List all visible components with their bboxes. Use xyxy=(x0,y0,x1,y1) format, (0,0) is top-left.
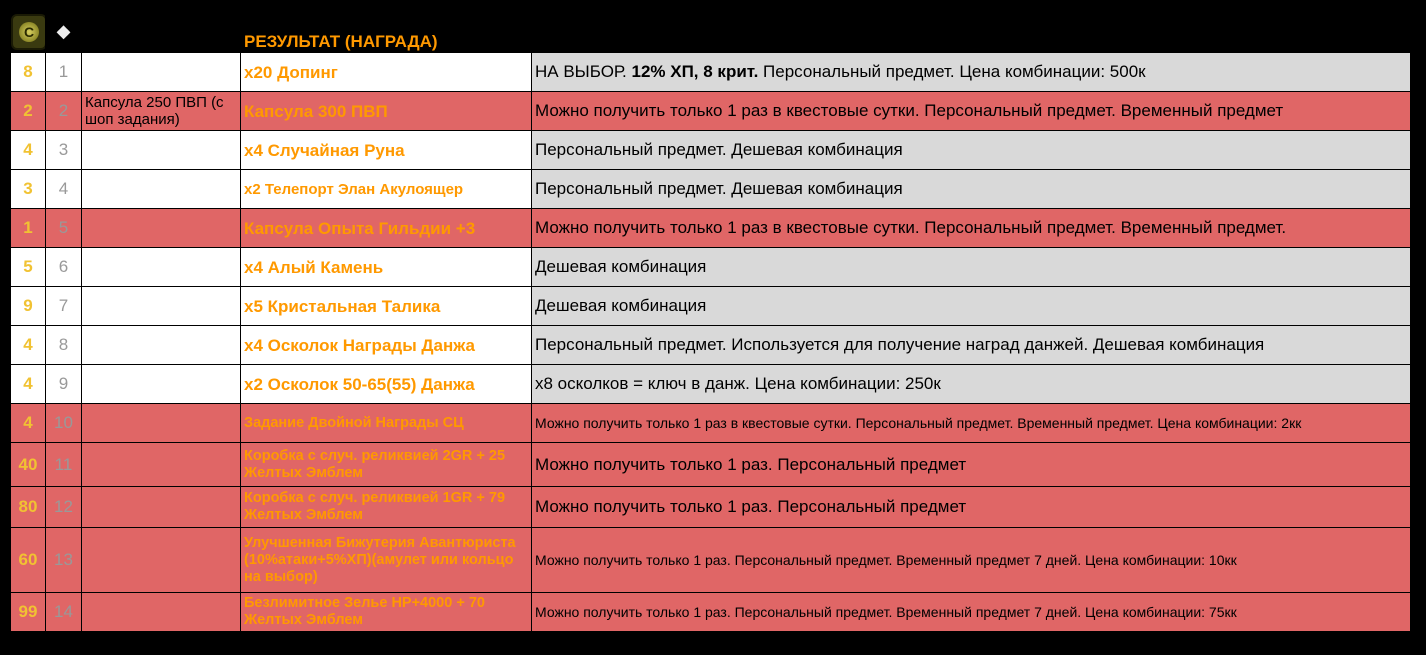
header-row xyxy=(11,11,1411,53)
comment-cell xyxy=(532,326,1411,365)
reward-cell: x4 Алый Камень xyxy=(241,248,532,287)
reward-cell: x2 Телепорт Элан Акулоящер xyxy=(241,170,532,209)
reward-cell: x5 Кристальная Талика xyxy=(241,287,532,326)
reward-cell: x20 Допинг xyxy=(241,53,532,92)
extra-resource-cell xyxy=(82,170,241,209)
cost-cell: 60 xyxy=(11,528,46,593)
extra-resource-cell xyxy=(82,593,241,632)
comment-cell xyxy=(532,53,1411,92)
table-row xyxy=(11,53,1411,92)
table-row xyxy=(11,528,1411,593)
header-comment: Доп. комментарий xyxy=(532,11,1411,53)
index-cell: 6 xyxy=(46,248,82,287)
extra-resource-cell xyxy=(82,487,241,528)
comment-cell xyxy=(532,92,1411,131)
reward-cell: x2 Осколок 50-65(55) Данжа xyxy=(241,365,532,404)
cost-cell: 4 xyxy=(11,365,46,404)
comment-text: Можно получить только 1 раз. Персональный предмет xyxy=(535,454,967,474)
table-row xyxy=(11,487,1411,528)
cost-cell: 4 xyxy=(11,404,46,443)
table-row xyxy=(11,131,1411,170)
header-extra-resource: .+ доп. ресурс в комбинации xyxy=(82,11,241,53)
index-cell: 4 xyxy=(46,170,82,209)
reward-cell: Безлимитное Зелье HP+4000 + 70 Желтых Эмблем xyxy=(241,593,532,632)
comment-cell xyxy=(532,404,1411,443)
comment-text: НА ВЫБОР. xyxy=(535,62,632,81)
combination-table xyxy=(10,10,1411,632)
table-row xyxy=(11,170,1411,209)
index-cell: 7 xyxy=(46,287,82,326)
extra-resource-cell xyxy=(82,326,241,365)
comment-text: Можно получить только 1 раз. Персональный предмет. Временный предмет 7 дней. Цена комбинации: 75кк xyxy=(535,604,1237,620)
comment-cell xyxy=(532,443,1411,487)
index-cell: 2 xyxy=(46,92,82,131)
extra-resource-cell xyxy=(82,404,241,443)
comment-cell xyxy=(532,487,1411,528)
table-row xyxy=(11,287,1411,326)
index-cell: 8 xyxy=(46,326,82,365)
reward-cell: Коробка с случ. реликвией 2GR + 25 Желтых Эмблем xyxy=(241,443,532,487)
table-row xyxy=(11,365,1411,404)
cost-cell: 2 xyxy=(11,92,46,131)
comment-text: Можно получить только 1 раз. Персональный предмет. Временный предмет 7 дней. Цена комбинации: 10кк xyxy=(535,552,1237,568)
table-row xyxy=(11,248,1411,287)
extra-resource-cell xyxy=(82,365,241,404)
table-row xyxy=(11,92,1411,131)
extra-resource-cell xyxy=(82,53,241,92)
index-cell: 12 xyxy=(46,487,82,528)
cost-cell: 99 xyxy=(11,593,46,632)
index-cell: 11 xyxy=(46,443,82,487)
table-row xyxy=(11,209,1411,248)
cost-cell: 4 xyxy=(11,131,46,170)
index-cell: 14 xyxy=(46,593,82,632)
extra-resource-cell xyxy=(82,209,241,248)
coin-icon: C xyxy=(11,14,46,50)
comment-text: Можно получить только 1 раз в квестовые сутки. Персональный предмет. Временный предмет xyxy=(535,101,1284,120)
extra-resource-cell xyxy=(82,287,241,326)
cost-cell: 3 xyxy=(11,170,46,209)
comment-text: Дешевая комбинация xyxy=(535,296,707,315)
cost-cell: 4 xyxy=(11,326,46,365)
comment-text: Можно получить только 1 раз в квестовые сутки. Персональный предмет. Временный предмет. xyxy=(535,218,1287,237)
diamond-icon: ◆ xyxy=(56,21,71,41)
table-row xyxy=(11,404,1411,443)
comment-text: Персональный предмет. Используется для получение наград данжей. Дешевая комбинация xyxy=(535,335,1265,354)
index-cell: 10 xyxy=(46,404,82,443)
comment-cell xyxy=(532,287,1411,326)
reward-cell: Коробка с случ. реликвией 1GR + 79 Желтых Эмблем xyxy=(241,487,532,528)
comment-text: x8 осколков = ключ в данж. Цена комбинации: 250к xyxy=(535,374,941,393)
reward-cell: Улучшенная Бижутерия Авантюриста (10%атаки+5%ХП)(амулет или кольцо на выбор) xyxy=(241,528,532,593)
header-coin xyxy=(11,11,46,53)
cost-cell: 40 xyxy=(11,443,46,487)
extra-resource-cell: Капсула 250 ПВП (с шоп задания) xyxy=(82,92,241,131)
table-row xyxy=(11,593,1411,632)
comment-cell xyxy=(532,131,1411,170)
header-result: РЕЗУЛЬТАТ (НАГРАДА) xyxy=(241,11,532,53)
reward-cell: Капсула 300 ПВП xyxy=(241,92,532,131)
reward-cell: x4 Случайная Руна xyxy=(241,131,532,170)
cost-cell: 1 xyxy=(11,209,46,248)
index-cell: 3 xyxy=(46,131,82,170)
extra-resource-cell xyxy=(82,443,241,487)
comment-text: Персональный предмет. Дешевая комбинация xyxy=(535,140,903,159)
header-diamond xyxy=(46,11,82,53)
cost-cell: 8 xyxy=(11,53,46,92)
reward-cell: Задание Двойной Награды СЦ xyxy=(241,404,532,443)
comment-text: Персональный предмет. Цена комбинации: 500к xyxy=(758,62,1146,81)
index-cell: 9 xyxy=(46,365,82,404)
cost-cell: 5 xyxy=(11,248,46,287)
reward-cell: Капсула Опыта Гильдии +3 xyxy=(241,209,532,248)
comment-text: 12% ХП, 8 крит. xyxy=(631,62,759,81)
cost-cell: 80 xyxy=(11,487,46,528)
extra-resource-cell xyxy=(82,528,241,593)
comment-text: Дешевая комбинация xyxy=(535,257,707,276)
comment-cell xyxy=(532,365,1411,404)
extra-resource-cell xyxy=(82,248,241,287)
comment-text: Персональный предмет. Дешевая комбинация xyxy=(535,179,903,198)
comment-cell xyxy=(532,248,1411,287)
comment-cell xyxy=(532,593,1411,632)
comment-cell xyxy=(532,170,1411,209)
table-row xyxy=(11,326,1411,365)
comment-cell xyxy=(532,528,1411,593)
extra-resource-cell xyxy=(82,131,241,170)
reward-cell: x4 Осколок Награды Данжа xyxy=(241,326,532,365)
table-row xyxy=(11,443,1411,487)
index-cell: 1 xyxy=(46,53,82,92)
cost-cell: 9 xyxy=(11,287,46,326)
comment-text: Можно получить только 1 раз. Персональный предмет xyxy=(535,497,967,516)
index-cell: 13 xyxy=(46,528,82,593)
comment-text: Можно получить только 1 раз в квестовые сутки. Персональный предмет. Временный предмет. Цена комбинации: 2кк xyxy=(535,415,1302,431)
index-cell: 5 xyxy=(46,209,82,248)
comment-cell xyxy=(532,209,1411,248)
